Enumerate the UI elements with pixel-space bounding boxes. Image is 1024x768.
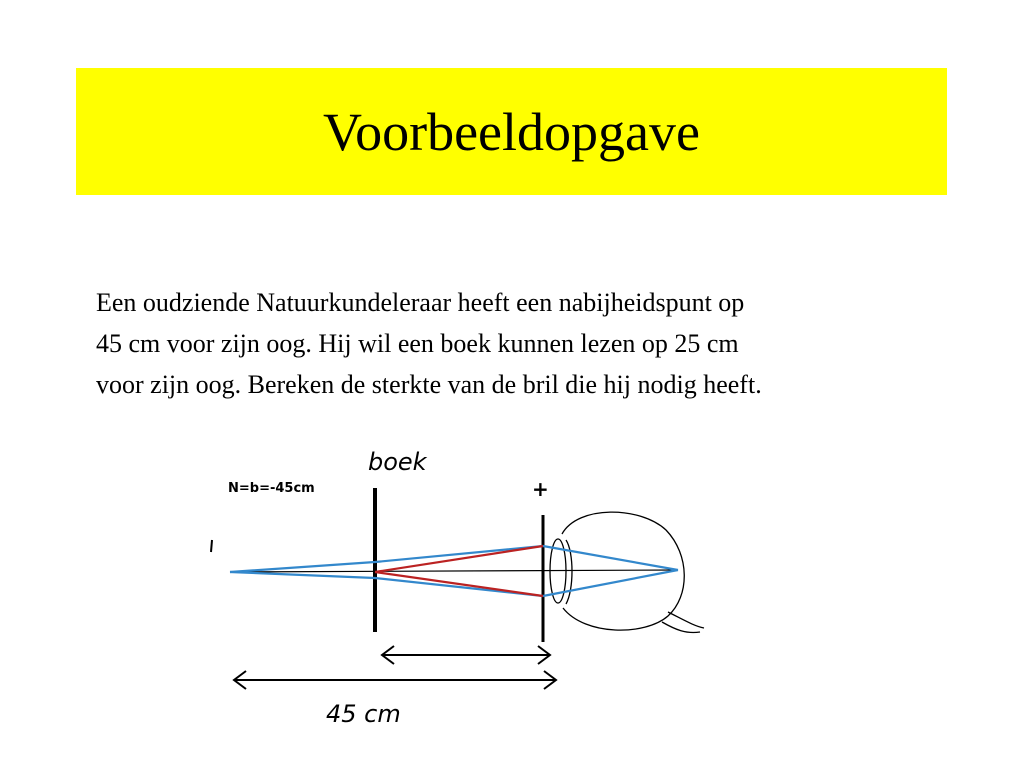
problem-line-1: Een oudziende Natuurkundeleraar heeft een nabijheidspunt op	[96, 288, 745, 317]
blue-ray-top-eye	[543, 546, 678, 570]
book-label: boek	[368, 448, 427, 476]
eye-drawing	[550, 512, 704, 632]
slide-title: Voorbeeldopgave	[323, 101, 700, 162]
blue-ray-top-object	[230, 546, 543, 572]
red-ray-bottom	[375, 572, 543, 596]
optic-nerve-upper	[668, 612, 704, 628]
near-point-distance-arrow	[234, 671, 556, 689]
distance-label: 45 cm	[326, 700, 401, 728]
eyeball-outline	[562, 512, 684, 630]
blue-ray-bottom-object	[230, 572, 543, 596]
optical-axis	[230, 570, 678, 572]
book-distance-arrow	[382, 646, 550, 664]
left-edge-mark	[211, 540, 212, 552]
optic-nerve-lower	[662, 622, 700, 633]
equation-label: N=b=-45cm	[228, 481, 315, 496]
lens-sign-label: +	[532, 477, 549, 501]
problem-line-2: 45 cm voor zijn oog. Hij wil een boek kunnen lezen op 25 cm	[96, 329, 739, 358]
problem-line-3: voor zijn oog. Bereken de sterkte van de bril die hij nodig heeft.	[96, 370, 762, 399]
blue-ray-bottom-eye	[543, 570, 678, 596]
